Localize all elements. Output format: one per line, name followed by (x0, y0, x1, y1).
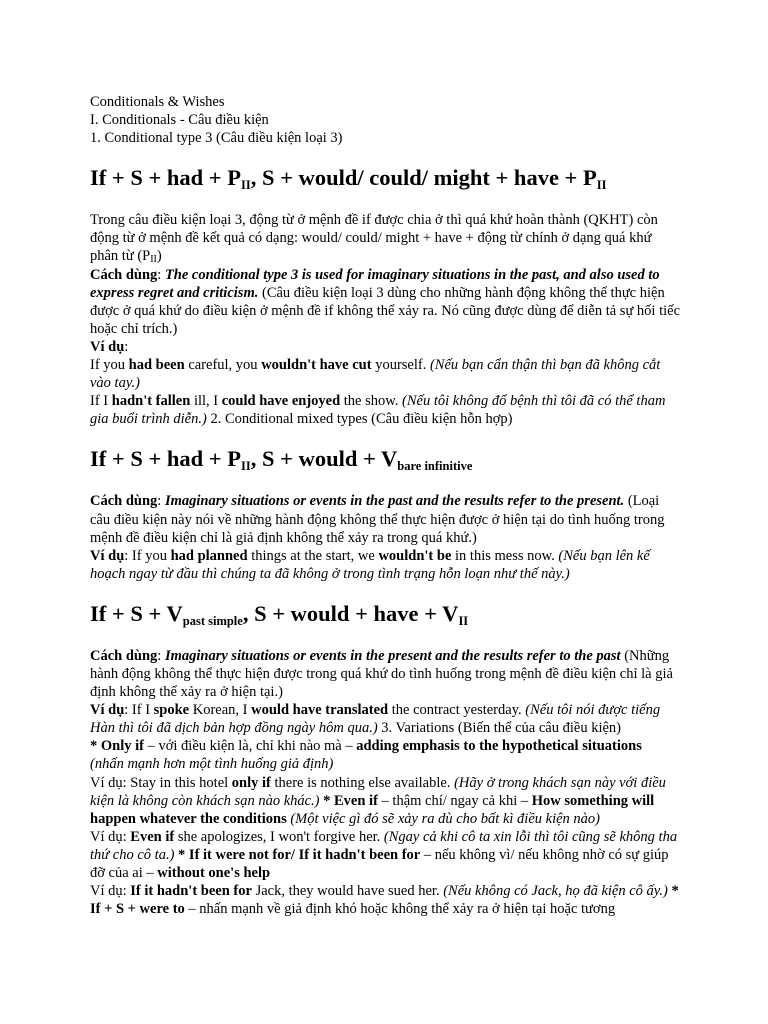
text-run: If + S + had + P (90, 446, 241, 472)
text-run: (Nếu tôi nói được tiếng Hàn thì tôi đã dịch bản hợp đồng ngày hôm qua.) (90, 702, 661, 737)
text-run: could have enjoyed (221, 393, 341, 410)
text-run: Even if (130, 828, 175, 845)
text-run: the contract yesterday. (388, 702, 526, 719)
text-run: II (596, 178, 607, 193)
text-run: bare infinitive (397, 459, 473, 474)
text-run: (Nếu bạn cẩn thận thì bạn đã không cắt vào tay.) (90, 357, 661, 392)
text-run: – nếu không vì/ nếu không nhờ có sự giúp đỡ của ai – (90, 846, 669, 881)
text-run: – với điều kiện là, chỉ khi nào mà – (143, 738, 357, 755)
text-run: wouldn't have cut (261, 357, 372, 374)
formula-mixed-1 (90, 446, 680, 472)
text-run: If + S + had + P (90, 165, 241, 191)
text-run: : (157, 493, 165, 510)
formula-mixed-2 (90, 601, 680, 627)
text-run: without one's help (157, 865, 271, 881)
text-run: If you (90, 357, 129, 374)
type3-example-2 (90, 392, 680, 428)
text-run: * Only if (90, 738, 144, 755)
text-run: II (150, 254, 157, 266)
text-run: : (124, 338, 129, 355)
subsection-heading: 1. Conditional type 3 (Câu điều kiện loại 3) (90, 130, 343, 147)
text-run: ill, I (190, 393, 222, 410)
mixed2-example (90, 701, 680, 737)
mixed1-usage (90, 492, 680, 546)
text-run: yourself. (371, 357, 430, 374)
variation-hadnt-been-for-example (90, 882, 680, 918)
text-run: : If you (124, 547, 171, 564)
text-run: (Loại câu điều kiện này nói về những hành động không thể thực hiện được ở hiện tại do tình huống trong mệnh đề điều kiện chỉ là giả định không thể xảy ra trong quá khứ.) (90, 493, 665, 546)
text-run: – thậm chí/ ngay cả khi – (377, 792, 532, 809)
text-run: (Câu điều kiện loại 3 dùng cho những hành động không thể thực hiện được ở quá khứ do điều kiện ở mệnh đề if không thể xảy ra. Nó cũng được dùng để diễn tả sự hối tiếc hoặc chỉ trích.) (90, 284, 681, 337)
text-run: careful, you (184, 357, 262, 374)
text-run: Jack, they would have sued her. (251, 883, 444, 900)
mixed2-usage (90, 647, 680, 701)
type3-usage (90, 266, 680, 338)
text-run: she apologizes, I won't forgive her. (174, 828, 384, 845)
mixed1-example (90, 547, 680, 583)
text-run: (Nếu tôi không đổ bệnh thì tôi đã có thể tham gia buổi trình diễn.) (90, 393, 666, 428)
text-run: hadn't fallen (111, 393, 191, 410)
text-run: Korean, I (189, 702, 252, 719)
type3-description (90, 211, 680, 265)
text-run: would have translated (251, 702, 389, 719)
text-run: – nhấn mạnh về giả định khó hoặc không thể xảy ra ở hiện tại hoặc tương (184, 901, 616, 918)
text-run: ) (156, 248, 162, 265)
text-run: (Nếu bạn lên kế hoạch ngay từ đầu thì chúng ta đã không ở trong tình trạng hỗn loạn như thế này.) (90, 547, 650, 582)
text-run: past simple (182, 613, 243, 628)
text-run: 3. Variations (Biến thể của câu điều kiện) (377, 720, 621, 737)
text-run: Ví dụ: Stay in this hotel (90, 774, 232, 791)
text-run: If + S + V (90, 600, 183, 626)
text-run: had planned (170, 547, 248, 564)
text-run: * If it were not for/ If it hadn't been for (178, 846, 421, 863)
section-heading: I. Conditionals - Câu điều kiện (90, 112, 269, 129)
text-run: If I (90, 393, 112, 410)
text-run: II (458, 613, 469, 628)
text-run: * Even if (323, 792, 378, 809)
text-run: had been (128, 357, 185, 374)
text-run: II (241, 459, 251, 474)
text-run: How something will happen whatever the conditions (90, 792, 655, 827)
text-run: , S + would + have + V (242, 600, 459, 626)
formula-type3 (90, 165, 680, 191)
text-run: Cách dùng (90, 266, 158, 283)
type3-example-label (90, 338, 680, 356)
text-run: : If I (124, 702, 154, 719)
text-run: Cách dùng (90, 647, 158, 664)
text-run: spoke (153, 702, 190, 719)
text-run: Imaginary situations or events in the past and the results refer to the present. (164, 493, 625, 510)
type3-example-1 (90, 356, 680, 392)
text-run: , S + would + V (250, 446, 398, 472)
text-run: (Những hành động không thể thực hiện được trong quá khứ do tình huống trong mệnh đề điều kiện chỉ là giả định không thể xảy ra ở hiện tại.) (90, 647, 673, 701)
document-page (90, 93, 680, 918)
text-run: Ví dụ: (90, 883, 131, 900)
text-run: adding emphasis to the hypothetical situations (356, 738, 642, 755)
text-run: (nhấn mạnh hơn một tình huống giả định) (90, 756, 334, 773)
text-run: in this mess now. (451, 547, 559, 564)
text-run: Trong câu điều kiện loại 3, động từ ở mệnh đề if được chia ở thì quá khứ hoàn thành (QKHT) còn động từ ở mệnh đề kết quả có dạng: would/ could/ might + have + động từ chính ở dạng quá khứ phân từ (P (90, 212, 658, 265)
text-run: (Ngay cả khi cô ta xin lỗi thì tôi cũng sẽ không tha thứ cho cô ta.) (90, 828, 678, 863)
text-run: The conditional type 3 is used for imaginary situations in the past, and also used to express regret and criticism. (90, 266, 660, 301)
document-title: Conditionals & Wishes (90, 94, 225, 110)
text-run: Ví dụ (90, 338, 125, 355)
text-run: II (241, 178, 251, 193)
text-run: Ví dụ: (90, 828, 131, 845)
text-run: (Nếu không có Jack, họ đã kiện cô ấy.) (443, 883, 668, 900)
text-run: : (157, 647, 165, 664)
text-run: Ví dụ (90, 547, 125, 564)
variation-only-if (90, 737, 680, 773)
text-run: 2. Conditional mixed types (Câu điều kiện hỗn hợp) (206, 411, 513, 428)
text-run: Imaginary situations or events in the present and the results refer to the past (164, 647, 621, 664)
text-run: If it hadn't been for (130, 883, 252, 900)
text-run: (Hãy ở trong khách sạn này với điều kiện là không còn khách sạn nào khác.) (90, 774, 666, 809)
text-run: : (157, 266, 165, 283)
text-run: Cách dùng (90, 493, 158, 510)
text-run: , S + would/ could/ might + have + P (250, 165, 597, 191)
text-run: there is nothing else available. (270, 774, 455, 791)
variation-even-if-example (90, 828, 680, 882)
variation-only-if-example (90, 774, 680, 828)
text-run: Ví dụ (90, 702, 125, 719)
text-run: wouldn't be (378, 547, 452, 564)
text-run: only if (231, 774, 271, 791)
text-run: (Một việc gì đó sẽ xảy ra dù cho bất kì điều kiện nào) (290, 810, 600, 827)
text-run: things at the start, we (247, 547, 379, 564)
text-run: the show. (340, 393, 403, 410)
text-run: * If + S + were to (90, 883, 679, 918)
